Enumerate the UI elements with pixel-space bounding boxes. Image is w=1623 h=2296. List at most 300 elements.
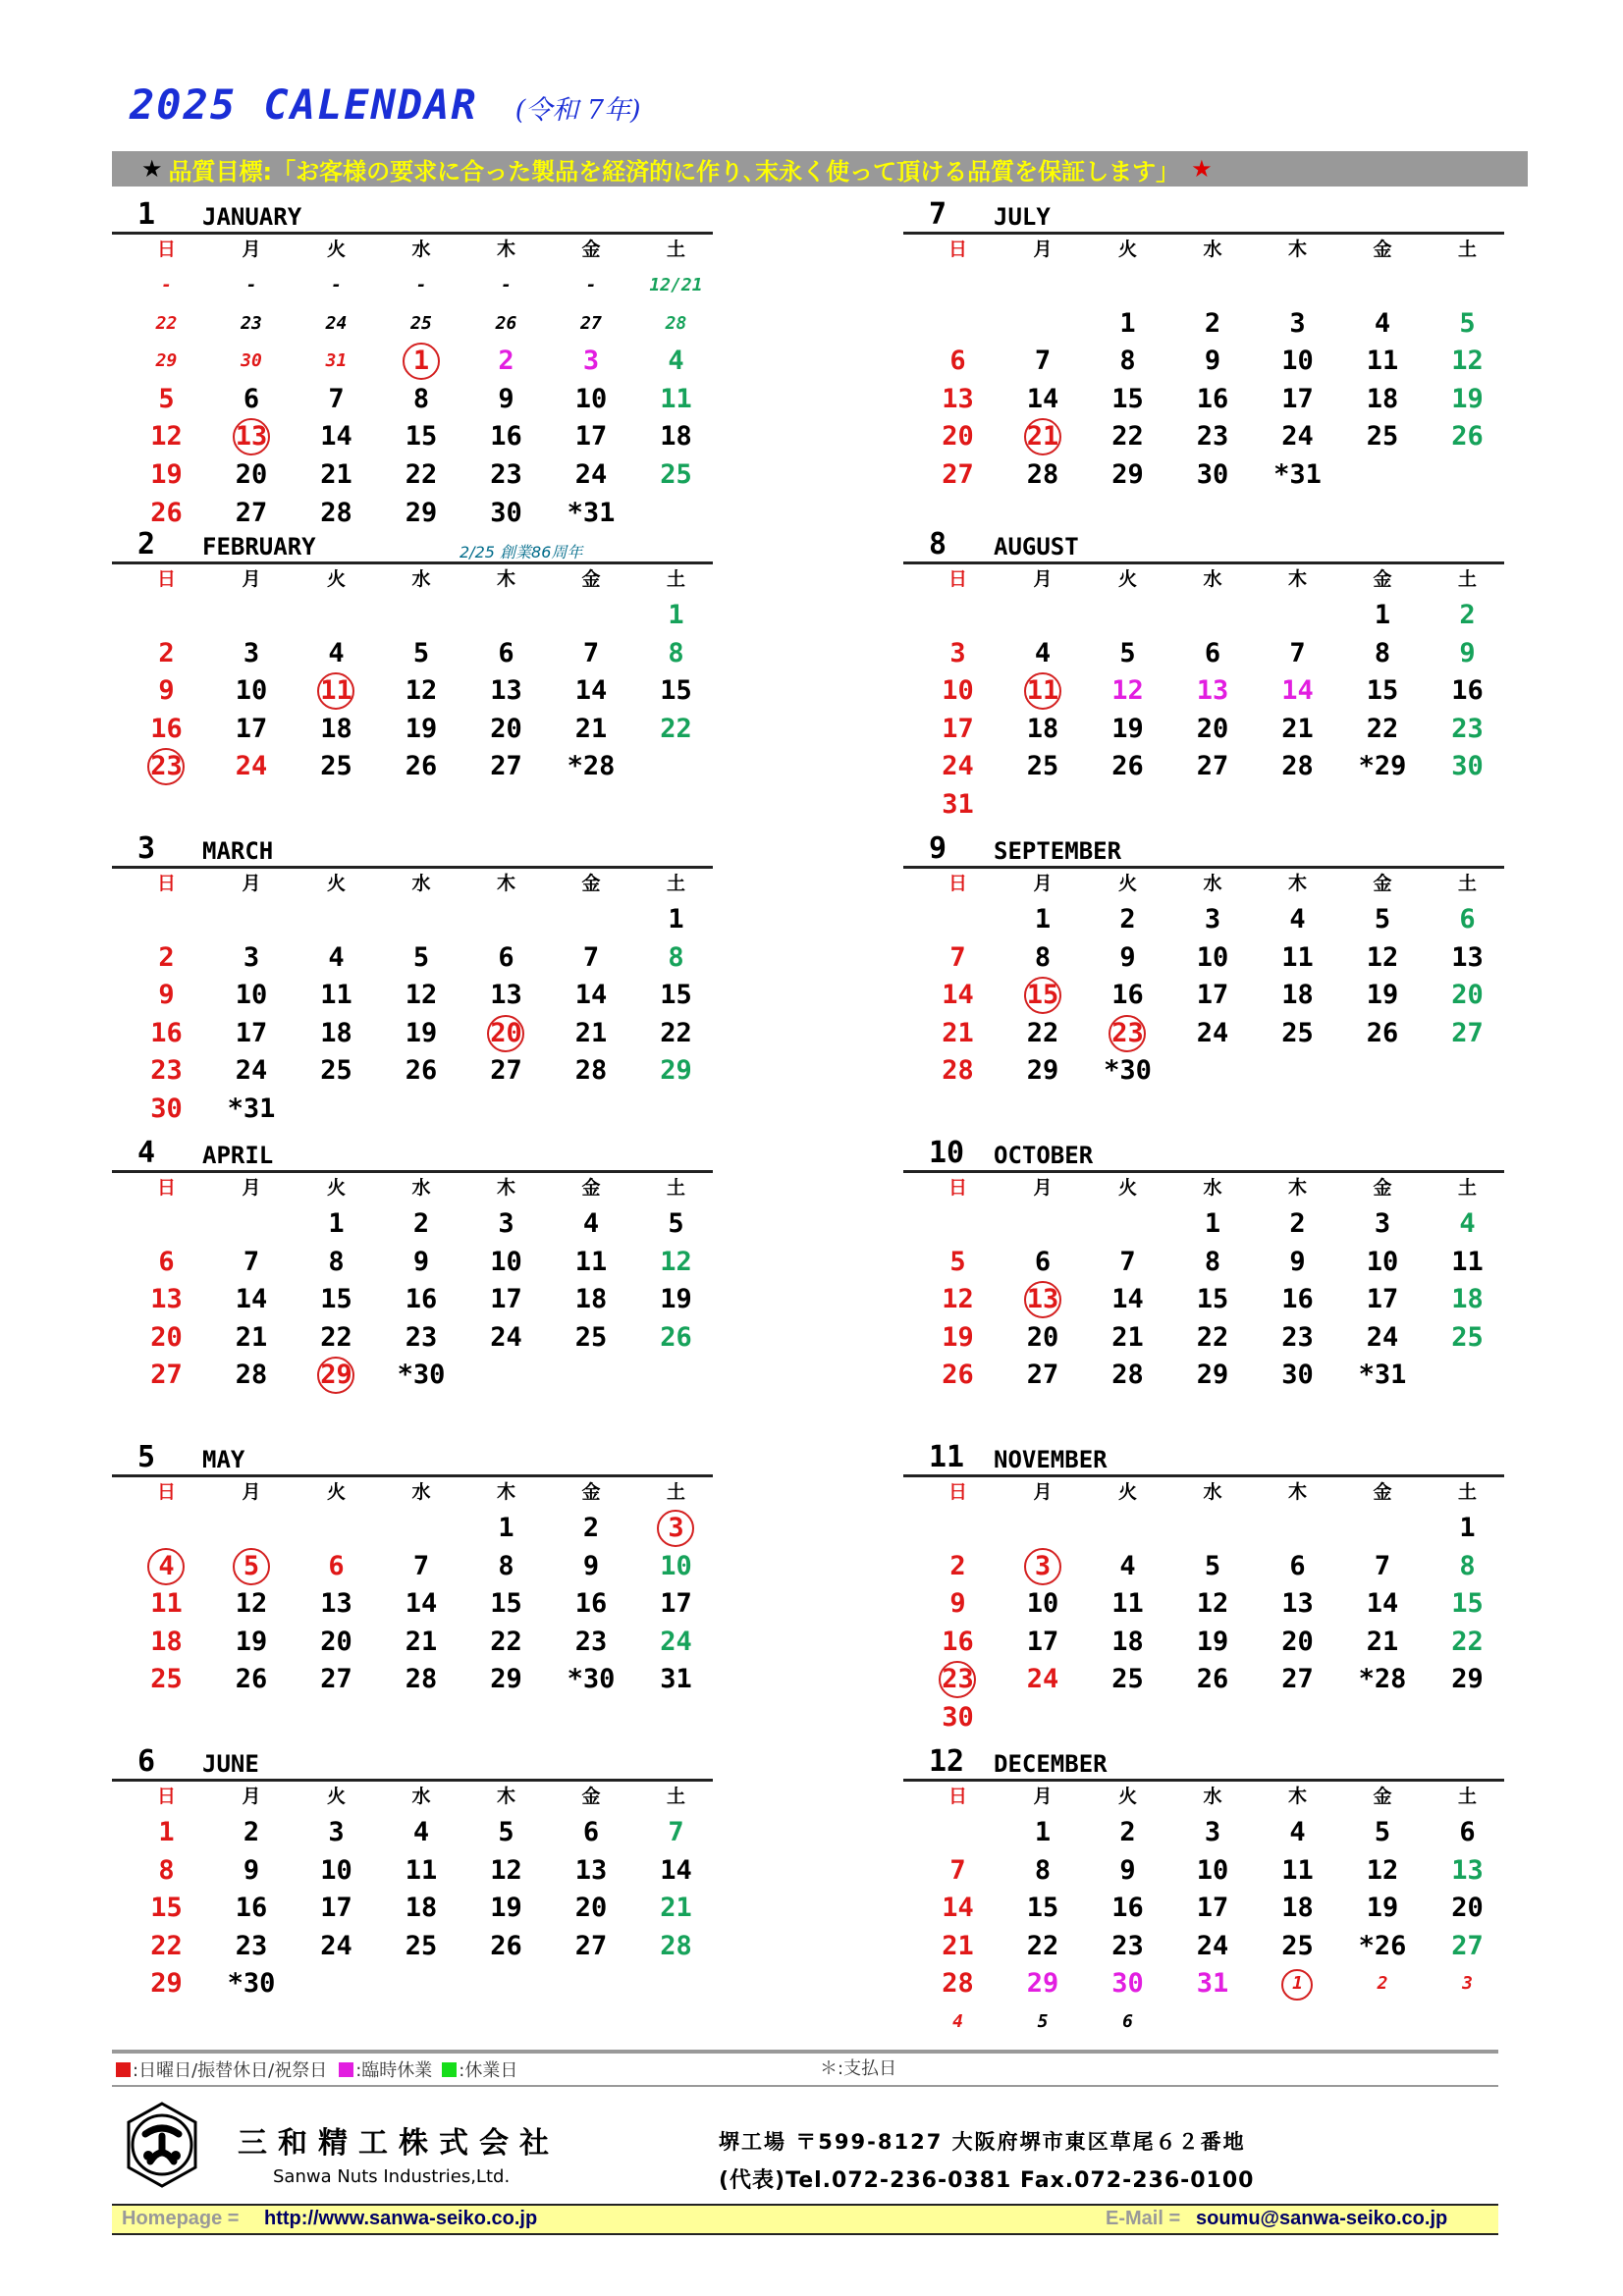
day-cell [1085,1928,1170,1965]
weekday-label: 金 [581,239,601,260]
day-number: 25 [660,459,692,490]
day-number: 11 [1111,1588,1144,1620]
day-number: 13 [1451,1854,1484,1886]
day-number: 12/21 [649,275,703,295]
month-name: DECEMBER [994,1750,1108,1778]
day-cell [294,1852,379,1890]
weekday-label: 土 [666,1177,685,1199]
day-number: 19 [1451,383,1484,414]
day-cell [379,1548,464,1585]
day-number: 7 [328,383,345,414]
day-cell [1001,1548,1086,1585]
day-cell [294,1015,379,1052]
day-cell [915,748,1001,785]
day-cell [1425,711,1510,748]
day-number: 13 [1196,675,1229,707]
day-number: 11 [1026,675,1059,707]
day-cell [915,343,1001,380]
day-number: 13 [1026,1284,1059,1315]
day-number: 5 [1374,1817,1391,1847]
day-cell [124,1585,209,1623]
day-cell [1170,711,1256,748]
company-name-jp: 三和精工株式会社 [238,2126,560,2161]
day-number: 9 [498,383,514,414]
day-cell [124,1281,209,1318]
day-cell [1255,1244,1340,1281]
day-cell [1085,977,1170,1014]
weekday-label: 土 [666,239,685,260]
day-cell [209,748,295,785]
day-cell [549,939,634,977]
day-number: 28 [320,497,352,528]
day-cell [1255,1624,1340,1661]
day-cell [1340,305,1426,343]
day-number: 11 [574,1246,608,1277]
day-cell [549,1244,634,1281]
month-block [903,197,1504,490]
day-number: 14 [235,1284,268,1315]
weekday-label: 日 [947,1481,967,1503]
day-cell [1085,748,1170,785]
day-number: 30 [942,1702,974,1733]
day-cell [209,1091,295,1128]
weekday-row [903,1173,1504,1202]
day-number: 8 [1034,941,1052,973]
day-cell [1340,597,1426,634]
day-cell [379,418,464,455]
day-cell [915,1548,1001,1585]
day-number: 2 [1119,904,1136,934]
day-number: 11 [405,1854,438,1886]
day-number: 4 [328,941,345,973]
quality-goal-banner [112,151,1528,187]
day-number: 24 [942,751,974,782]
day-cell [633,1052,719,1090]
day-number: 8 [668,637,684,668]
day-cell [124,418,209,455]
day-number: 1 [1119,307,1136,339]
day-cell [1170,1205,1256,1243]
day-cell [209,495,295,532]
day-number: 4 [158,1550,175,1581]
day-cell [463,672,549,710]
weekday-label: 金 [581,873,601,894]
month-header [903,1137,1504,1170]
day-number: 4 [668,346,684,377]
day-number: - [415,275,427,295]
day-cell [1001,1052,1086,1090]
day-number: 10 [1366,1246,1399,1277]
day-number: 9 [949,1588,966,1620]
day-cell [1255,1661,1340,1698]
day-number: 21 [1281,713,1314,744]
day-number: 25 [1281,1930,1314,1961]
day-cell [379,711,464,748]
day-number: 17 [942,713,974,744]
day-number: 15 [490,1588,522,1620]
day-cell [1340,635,1426,672]
weekday-label: 水 [411,239,431,260]
day-number: 26 [235,1664,268,1695]
weekday-row [112,1782,713,1811]
day-number: 1 [498,1513,514,1543]
day-cell [463,711,549,748]
day-number: 25 [1026,751,1059,782]
day-number: 31 [942,789,974,820]
day-number: 1 [668,904,684,934]
day-cell [1085,1624,1170,1661]
day-cell [1255,939,1340,977]
day-cell [294,1585,379,1623]
month-name: JANUARY [202,203,302,231]
day-cell [209,305,295,343]
day-cell [1425,901,1510,938]
day-number: 17 [1366,1284,1399,1315]
month-header [112,1441,713,1474]
day-number: 18 [1451,1284,1484,1315]
weekday-label: 木 [496,1177,515,1199]
day-cell [1425,343,1510,380]
day-number: 13 [490,980,522,1011]
day-cell [549,1281,634,1318]
day-cell [1255,1205,1340,1243]
quality-goal-text: 品質目標:「お客様の要求に合った製品を経済的に作り､末永く使って頂ける品質を保証します」 [168,157,1180,186]
day-cell [1170,901,1256,938]
day-cell [209,267,295,304]
day-cell [1085,1852,1170,1890]
day-number: 16 [1111,1893,1144,1924]
day-cell [209,1052,295,1090]
weekday-label: 日 [156,1786,176,1807]
day-number: 12 [660,1246,692,1277]
closed-swatch [442,2062,457,2077]
weekday-label: 月 [242,239,261,260]
day-number: 3 [1204,904,1221,934]
day-number: 1 [1204,1208,1221,1239]
day-cell [633,305,719,343]
day-number: 15 [660,980,692,1011]
day-number: 28 [1281,751,1314,782]
day-cell [294,939,379,977]
day-cell [1425,597,1510,634]
weekday-label: 木 [1287,568,1307,590]
day-number: 24 [1026,1664,1059,1695]
day-cell [1340,1244,1426,1281]
day-cell [379,1281,464,1318]
day-number: 24 [235,1055,268,1087]
day-cell [633,1244,719,1281]
day-number: *31 [567,497,616,528]
day-cell [1425,381,1510,418]
day-cell [209,939,295,977]
day-number: 22 [1196,1321,1229,1353]
day-number: 20 [320,1626,352,1657]
weekday-label: 金 [1373,568,1392,590]
day-cell [1425,939,1510,977]
day-cell [124,635,209,672]
day-cell [463,456,549,494]
weekday-label: 土 [1457,1786,1477,1807]
day-cell [294,711,379,748]
day-cell [1255,1852,1340,1890]
weekday-label: 水 [1203,239,1222,260]
day-cell [549,711,634,748]
day-cell [915,2003,1001,2041]
day-cell [549,1814,634,1851]
day-cell [1170,1015,1256,1052]
legend [116,2056,517,2083]
month-block [903,1744,1504,2032]
day-number: 4 [1289,904,1306,934]
day-number: 29 [320,1360,352,1391]
day-number: 25 [1281,1017,1314,1048]
day-number: 23 [1451,713,1484,744]
day-cell [1085,901,1170,938]
day-cell [1170,343,1256,380]
day-number: 25 [320,1055,352,1087]
weekday-label: 木 [1287,1481,1307,1503]
day-cell [1255,1928,1340,1965]
day-number: 1 [1459,1513,1476,1543]
email-link[interactable]: soumu@sanwa-seiko.co.jp [1196,2208,1448,2229]
weekday-label: 月 [242,1177,261,1199]
day-cell [633,1548,719,1585]
day-cell [1255,635,1340,672]
weekday-row [903,869,1504,898]
month-header [112,528,713,561]
day-number: 22 [1026,1930,1059,1961]
day-cell [1340,343,1426,380]
day-number: 10 [235,980,268,1011]
day-number: 6 [498,637,514,668]
day-number: 17 [1026,1626,1059,1657]
weekday-row [112,869,713,898]
day-number: 20 [490,713,522,744]
day-cell [294,1814,379,1851]
month-header [903,198,1504,232]
month-name: OCTOBER [994,1142,1094,1169]
weekday-label: 月 [1033,1177,1053,1199]
day-cell [1001,748,1086,785]
day-number: 9 [412,1246,430,1277]
day-cell [1255,1965,1340,2002]
day-cell [1425,1928,1510,1965]
day-cell [1085,1319,1170,1357]
weekday-label: 土 [666,1481,685,1503]
day-number: 26 [942,1360,974,1391]
day-number: 15 [1366,675,1399,707]
day-cell [463,418,549,455]
day-cell [1085,1015,1170,1052]
month-number: 2 [137,527,156,561]
day-cell [1170,1585,1256,1623]
day-cell [209,1852,295,1890]
day-number: 8 [668,941,684,973]
weekday-label: 金 [1373,1786,1392,1807]
day-number: 8 [328,1246,345,1277]
day-number: 13 [1281,1588,1314,1620]
day-cell [463,1015,549,1052]
month-block [903,1136,1504,1391]
day-cell [294,418,379,455]
day-number: 14 [405,1588,438,1620]
day-number: 8 [498,1550,514,1581]
day-cell [1001,711,1086,748]
day-number: 1 [158,1817,175,1847]
day-cell [209,1928,295,1965]
day-cell [209,343,295,380]
day-cell [1085,939,1170,977]
day-number: 16 [150,1017,183,1048]
day-cell [915,1699,1001,1736]
day-cell [294,381,379,418]
day-number: *30 [227,1968,276,2000]
day-number: 1 [668,600,684,630]
day-cell [209,1585,295,1623]
day-number: - [585,275,597,295]
day-number: 9 [1204,346,1221,377]
day-number: 22 [490,1626,522,1657]
day-number: 16 [235,1893,268,1924]
day-cell [1425,1015,1510,1052]
day-number: 15 [150,1893,183,1924]
day-cell [633,977,719,1014]
day-cell [379,1244,464,1281]
day-number: 18 [1281,1893,1314,1924]
day-number: 17 [320,1893,352,1924]
weekday-label: 木 [496,1786,515,1807]
day-number: 14 [1366,1588,1399,1620]
day-cell [209,1548,295,1585]
day-cell [549,495,634,532]
day-cell [379,381,464,418]
weekday-label: 月 [1033,1786,1053,1807]
day-cell [124,748,209,785]
day-number: 20 [1026,1321,1059,1353]
day-cell [463,1624,549,1661]
day-number: 11 [320,980,352,1011]
day-number: 12 [1196,1588,1229,1620]
day-cell [1001,1928,1086,1965]
day-cell [1085,635,1170,672]
day-number: 10 [490,1246,522,1277]
day-cell [124,456,209,494]
day-number: 14 [942,980,974,1011]
day-cell [1425,977,1510,1014]
day-number: 27 [1026,1360,1059,1391]
day-cell [549,1015,634,1052]
weekday-label: 日 [156,239,176,260]
day-number: 11 [1281,941,1314,973]
divider [112,2233,1498,2235]
day-cell [379,305,464,343]
day-cell [915,1928,1001,1965]
homepage-label: Homepage = [122,2208,240,2229]
day-number: 5 [1459,307,1476,339]
day-cell [1340,901,1426,938]
day-cell [549,1890,634,1927]
day-number: 26 [405,751,438,782]
day-cell [294,1548,379,1585]
day-number: 21 [1026,421,1059,453]
day-cell [379,1661,464,1698]
weekday-label: 火 [326,239,346,260]
day-number: 29 [490,1664,522,1695]
day-number: 26 [1451,421,1484,453]
day-cell [1001,343,1086,380]
day-number: 2 [243,1817,260,1847]
month-name: JUNE [202,1750,259,1778]
day-cell [294,1661,379,1698]
day-number: 24 [1366,1321,1399,1353]
weekday-label: 金 [581,568,601,590]
day-number: 19 [490,1893,522,1924]
day-number: 3 [582,346,600,377]
day-cell [1340,1814,1426,1851]
day-cell [1085,711,1170,748]
day-cell [379,977,464,1014]
day-number: 26 [1196,1664,1229,1695]
day-cell [1170,305,1256,343]
day-number: 30 [1196,459,1229,490]
day-cell [1340,711,1426,748]
day-number: *29 [1358,751,1407,782]
day-cell [915,977,1001,1014]
day-number: 13 [574,1854,608,1886]
day-cell [633,1852,719,1890]
month-block [112,831,713,1124]
day-number: 19 [150,459,183,490]
day-cell [124,305,209,343]
day-cell [633,1624,719,1661]
day-number: 9 [582,1550,600,1581]
day-cell [633,1661,719,1698]
weekday-label: 月 [1033,1481,1053,1503]
day-number: 23 [942,1664,974,1695]
day-cell [1170,381,1256,418]
day-number: 27 [942,459,974,490]
day-cell [1340,1585,1426,1623]
day-number: 5 [1374,904,1391,934]
weekday-label: 火 [1117,1177,1137,1199]
day-cell [1255,1890,1340,1927]
day-number: 8 [1374,637,1391,668]
day-number: 5 [1204,1550,1221,1581]
day-cell [1085,1661,1170,1698]
day-number: 8 [1034,1854,1052,1886]
homepage-link[interactable]: http://www.sanwa-seiko.co.jp [264,2208,538,2229]
month-block [903,831,1504,1087]
weekday-label: 金 [1373,873,1392,894]
day-number: 5 [668,1208,684,1239]
day-number: 19 [1366,980,1399,1011]
day-cell [633,901,719,938]
day-cell [294,305,379,343]
day-cell [1170,1624,1256,1661]
weekday-label: 火 [326,1786,346,1807]
day-cell [1001,418,1086,455]
day-number: 25 [410,312,432,334]
day-number: 10 [1196,1854,1229,1886]
day-cell [124,381,209,418]
day-number: 18 [660,421,692,453]
day-number: 11 [660,383,692,414]
day-number: 29 [1026,1055,1059,1087]
day-cell [209,711,295,748]
day-number: 18 [320,1017,352,1048]
day-cell [463,495,549,532]
day-number: 7 [582,637,600,668]
